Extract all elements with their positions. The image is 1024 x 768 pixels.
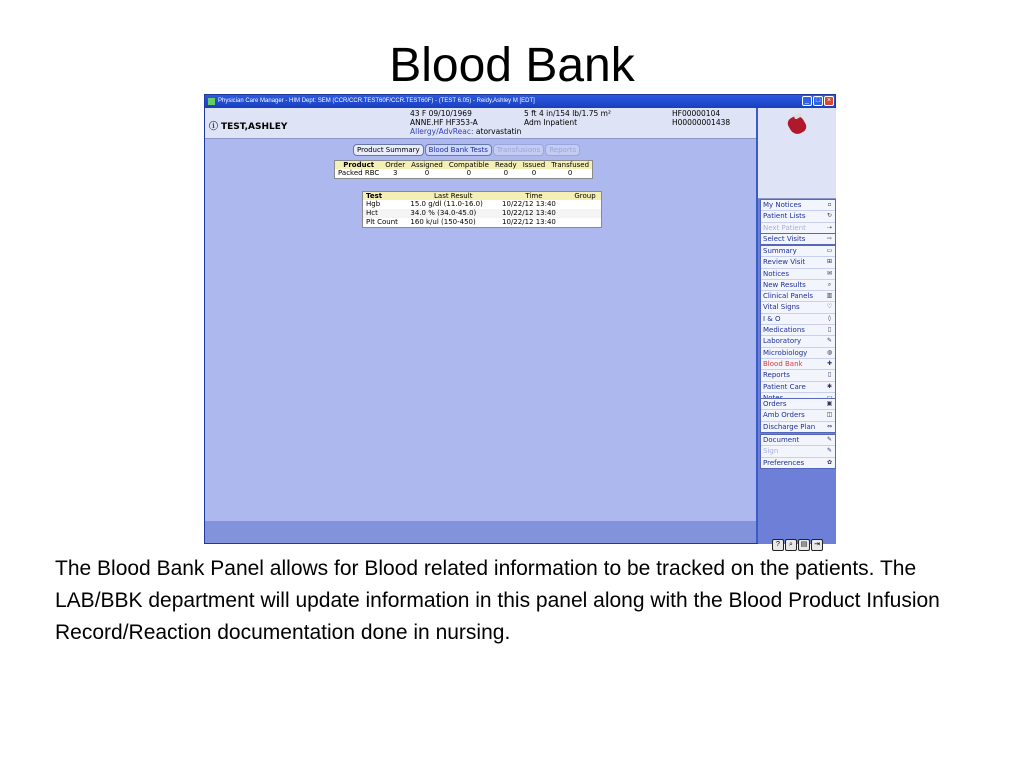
sidebar-item-i-o[interactable] bbox=[761, 314, 835, 325]
window-titlebar[interactable] bbox=[205, 95, 835, 108]
sidebar-item-label: My Notices bbox=[763, 201, 802, 209]
sidebar-item-label: Blood Bank bbox=[763, 359, 803, 368]
sidebar-item-new-results[interactable] bbox=[761, 280, 835, 291]
table-row[interactable] bbox=[363, 209, 602, 218]
height-weight: 5 ft 4 in/154 lb/1.75 m² bbox=[524, 109, 611, 118]
sidebar-item-label: Vital Signs bbox=[763, 303, 800, 312]
tab-product-summary[interactable]: Product Summary bbox=[353, 144, 424, 156]
amb-orders-icon: ◫ bbox=[826, 411, 833, 419]
unit-number: H00000001438 bbox=[672, 118, 731, 127]
sidebar-item-label: Select Visits bbox=[763, 235, 806, 243]
allergy-row bbox=[410, 127, 521, 136]
sidebar-item-my-notices[interactable] bbox=[761, 200, 835, 211]
table-cell: 3 bbox=[392, 169, 398, 177]
table-cell: 10/22/12 13:40 bbox=[502, 200, 556, 208]
nav-group bbox=[760, 233, 836, 245]
table-row[interactable] bbox=[363, 218, 602, 228]
sidebar-item-clinical-panels[interactable] bbox=[761, 291, 835, 302]
results-icon: ⌕ bbox=[827, 280, 832, 288]
minimize-icon[interactable]: _ bbox=[802, 96, 812, 106]
info-icon[interactable]: ⓘ bbox=[209, 122, 219, 132]
column-header: Compatible bbox=[446, 161, 492, 170]
tab-reports: Reports bbox=[545, 144, 580, 156]
test-table bbox=[362, 191, 602, 228]
medication-icon: ▯ bbox=[827, 326, 832, 334]
table-cell: 0 bbox=[567, 169, 573, 177]
patient-age-sex-dob: 43 F 09/10/1969 bbox=[410, 109, 472, 118]
table-row[interactable] bbox=[335, 169, 593, 179]
sign-icon: ✎ bbox=[826, 447, 833, 455]
sidebar-item-select-visits[interactable] bbox=[761, 234, 835, 244]
patient-status: Adm Inpatient bbox=[524, 118, 578, 127]
micro-icon: ◍ bbox=[826, 348, 833, 356]
sidebar-item-vital-signs[interactable] bbox=[761, 302, 835, 313]
table-cell: 0 bbox=[531, 169, 537, 177]
sidebar-item-label: Discharge Plan bbox=[763, 422, 816, 431]
sidebar-item-label: Document bbox=[763, 436, 800, 444]
sidebar-item-medications[interactable] bbox=[761, 325, 835, 336]
patient-id-line: ANNE.HF HF353-A bbox=[410, 118, 478, 127]
table-cell: 160 k/ul (150-450) bbox=[410, 218, 476, 226]
column-header: Test bbox=[363, 192, 408, 201]
tab-bar bbox=[353, 144, 581, 155]
help-icon[interactable]: ? bbox=[772, 539, 784, 551]
vitals-icon: ♡ bbox=[826, 303, 833, 311]
lab-icon: ✎ bbox=[826, 337, 833, 345]
sidebar-item-orders[interactable] bbox=[761, 399, 835, 410]
nav-group bbox=[760, 245, 836, 404]
sidebar-item-label: I & O bbox=[763, 314, 781, 323]
allergy-value: atorvastatin bbox=[475, 127, 522, 136]
sidebar-item-label: Notices bbox=[763, 269, 790, 278]
column-header: Order bbox=[382, 161, 408, 170]
table-cell: Packed RBC bbox=[338, 169, 380, 177]
discharge-icon: ⇔ bbox=[826, 422, 833, 430]
next-icon: ⇢ bbox=[826, 223, 833, 231]
sidebar-item-label: Reports bbox=[763, 371, 790, 380]
sidebar-item-label: Clinical Panels bbox=[763, 292, 813, 301]
table-cell: 34.0 % (34.0-45.0) bbox=[407, 209, 499, 218]
intake-output-icon: ◊ bbox=[828, 314, 831, 322]
table-cell: 10/22/12 13:40 bbox=[502, 218, 556, 226]
sidebar-item-label: Medications bbox=[763, 326, 805, 335]
sidebar-item-label: Review Visit bbox=[763, 258, 806, 267]
sidebar-item-preferences[interactable] bbox=[761, 458, 835, 468]
search-icon[interactable]: ⌕ bbox=[785, 539, 797, 551]
column-header: Assigned bbox=[408, 161, 446, 170]
table-cell: 0 bbox=[424, 169, 430, 177]
blood-bank-icon: ✚ bbox=[826, 359, 833, 367]
visits-icon: ⇨ bbox=[826, 235, 833, 242]
sidebar-item-label: Next Patient bbox=[763, 223, 806, 232]
sidebar-item-amb-orders[interactable] bbox=[761, 410, 835, 421]
sidebar-item-label: New Results bbox=[763, 280, 806, 289]
sidebar-item-label: Summary bbox=[763, 247, 797, 255]
status-footer bbox=[205, 521, 756, 543]
sidebar-item-label: Preferences bbox=[763, 458, 805, 467]
allergy-link[interactable]: Allergy/AdvReac: bbox=[410, 127, 474, 136]
product-table-header bbox=[335, 161, 593, 170]
table-cell bbox=[569, 218, 602, 228]
preferences-icon: ✿ bbox=[826, 458, 833, 466]
sidebar-item-blood-bank[interactable] bbox=[761, 359, 835, 370]
patient-header bbox=[205, 108, 756, 139]
app-icon bbox=[208, 98, 215, 105]
sidebar-item-patient-lists[interactable] bbox=[761, 211, 835, 222]
sidebar-item-discharge-plan[interactable] bbox=[761, 422, 835, 432]
sidebar-item-microbiology[interactable] bbox=[761, 348, 835, 359]
main-panel bbox=[205, 139, 756, 521]
sidebar-item-document[interactable] bbox=[761, 435, 835, 446]
column-header: Transfused bbox=[548, 161, 592, 170]
orders-icon: ▣ bbox=[826, 400, 833, 407]
window-title: Physician Care Manager - HIM Dept: SEM (CCR/CCR.TEST60F/CCR.TEST60F) - (TEST 6.05) - Reidy,Ashley M [EDT] bbox=[218, 98, 535, 104]
sidebar-item-label: Laboratory bbox=[763, 337, 802, 346]
sidebar-item-label: Amb Orders bbox=[763, 411, 805, 420]
table-cell: 10/22/12 13:40 bbox=[499, 209, 569, 218]
sidebar-item-review-visit[interactable] bbox=[761, 257, 835, 268]
product-table bbox=[334, 160, 593, 179]
sidebar-item-reports[interactable] bbox=[761, 370, 835, 381]
close-icon[interactable]: × bbox=[824, 96, 834, 106]
table-cell: 15.0 g/dl (11.0-16.0) bbox=[410, 200, 483, 208]
sidebar-item-label: Patient Care bbox=[763, 382, 806, 391]
table-cell bbox=[569, 209, 602, 218]
sidebar-item-notices[interactable] bbox=[761, 269, 835, 280]
notices-icon: ✉ bbox=[826, 269, 833, 277]
patient-name: TEST,ASHLEY bbox=[221, 122, 288, 132]
exit-icon[interactable]: ⇥ bbox=[811, 539, 823, 551]
nav-group bbox=[760, 434, 836, 469]
bottom-toolbar bbox=[772, 533, 824, 551]
table-cell: 0 bbox=[503, 169, 509, 177]
sidebar-item-label: Microbiology bbox=[763, 348, 808, 357]
sidebar-item-summary[interactable] bbox=[761, 246, 835, 257]
column-header: Group bbox=[569, 192, 602, 201]
nav-group bbox=[760, 398, 836, 433]
notice-icon: ▫ bbox=[827, 201, 832, 208]
logo-area bbox=[758, 108, 836, 199]
tab-blood-bank-tests[interactable]: Blood Bank Tests bbox=[425, 144, 492, 156]
sidebar-item-sign bbox=[761, 446, 835, 457]
app-window bbox=[204, 94, 836, 548]
sidebar-item-patient-care[interactable] bbox=[761, 382, 835, 393]
test-table-header bbox=[363, 192, 602, 201]
patient-name-block bbox=[209, 119, 287, 132]
account-number: HF00000104 bbox=[672, 109, 721, 118]
table-cell: 0 bbox=[466, 169, 472, 177]
table-cell: Plt Count bbox=[366, 218, 398, 226]
column-header: Issued bbox=[520, 161, 549, 170]
panels-icon: ▥ bbox=[826, 292, 833, 300]
sidebar-item-label: Orders bbox=[763, 400, 787, 408]
sidebar-item-label: Sign bbox=[763, 447, 779, 456]
table-cell: Hgb bbox=[366, 200, 381, 208]
table-cell bbox=[569, 200, 602, 209]
sidebar-item-laboratory[interactable] bbox=[761, 336, 835, 347]
column-header: Product bbox=[335, 161, 383, 170]
column-header: Ready bbox=[492, 161, 520, 170]
sidebar-item-next-patient bbox=[761, 223, 835, 233]
slide-caption: The Blood Bank Panel allows for Blood related information to be tracked on the patients. The LAB/BBK department will update information in this panel along with the Blood Product Infusion Record/Reaction documentation done in nursing. bbox=[55, 557, 940, 644]
slide-title: Blood Bank bbox=[389, 39, 635, 92]
summary-icon: ▭ bbox=[826, 247, 833, 254]
reports-icon: ▯ bbox=[827, 371, 832, 379]
sidebar-item-label: Patient Lists bbox=[763, 212, 806, 221]
maximize-icon[interactable]: □ bbox=[813, 96, 823, 106]
patient-care-icon: ✱ bbox=[826, 382, 833, 390]
review-icon: ⊞ bbox=[826, 258, 833, 266]
tab-transfusions: Transfusions bbox=[493, 144, 544, 156]
sidebar bbox=[758, 108, 836, 548]
column-header: Time bbox=[499, 192, 569, 201]
table-cell: Hct bbox=[363, 209, 408, 218]
column-header: Last Result bbox=[407, 192, 499, 201]
document-icon: ✎ bbox=[826, 436, 833, 443]
nav-group bbox=[760, 199, 836, 234]
list-icon: ↻ bbox=[826, 212, 833, 220]
print-icon[interactable]: ▤ bbox=[798, 539, 810, 551]
table-row[interactable] bbox=[363, 200, 602, 209]
